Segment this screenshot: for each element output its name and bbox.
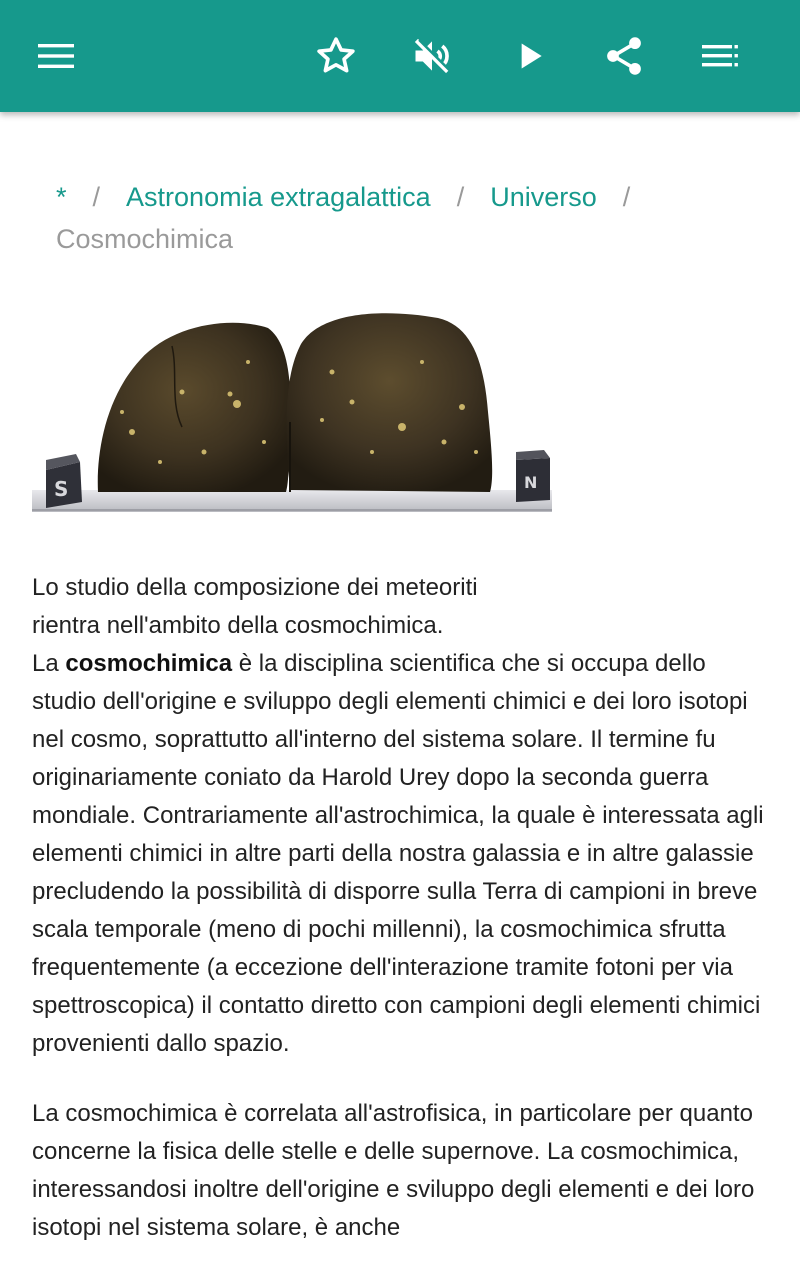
breadcrumb-separator: / [622,182,631,212]
breadcrumb-current: Cosmochimica [56,224,234,254]
meteorite-photo [32,302,552,552]
paragraph-text: La [32,650,66,677]
menu-button[interactable] [24,24,88,88]
mute-button[interactable] [400,24,464,88]
playlist-button[interactable] [688,24,752,88]
app-toolbar [0,0,800,112]
breadcrumb-separator: / [92,182,101,212]
cube-label-s: S [54,477,69,501]
breadcrumb-separator: / [456,182,465,212]
paragraph: La cosmochimica è correlata all'astrofisica, in particolare per quanto concerne la fisica delle stelle e delle supernove. La cosmochimica, interessandosi inoltre dell'origine e sviluppo degli elementi e dei loro isotopi nel sistema solare, è anche [32,1100,755,1241]
breadcrumb-link-universo[interactable]: Universo [490,182,597,212]
breadcrumb-home-link[interactable]: * [56,182,67,212]
bold-term: cosmochimica [65,650,233,677]
image-caption-line: Lo studio della composizione dei meteoriti [32,574,478,601]
image-caption-line: rientra nell'ambito della cosmochimica. [32,612,444,639]
star-outline-icon [314,34,358,78]
favorite-button[interactable] [304,24,368,88]
breadcrumb-link-astronomia[interactable]: Astronomia extragalattica [126,182,431,212]
breadcrumb [56,176,756,260]
play-icon [510,36,550,76]
cube-label-n: N [524,473,538,492]
paragraph-text: è la disciplina scientifica che si occupa dello studio dell'origine e sviluppo degli elementi chimici e dei loro isotopi nel cosmo, soprattutto all'interno del sistema solare. Il termine fu originariamente coniato da Harold Urey dopo la seconda guerra mondiale. Contrariamente all'astrochimica, la quale è interessata agli elementi chimici in altre parti della nostra galassia e in altre galassie precludendo la possibilità di disporre sulla Terra di campioni in breve scala temporale (meno di pochi millenni), la cosmochimica sfrutta frequentemente (a eccezione dell'interazione tramite fotoni per via spettroscopica) il contatto diretto con campioni degli elementi chimici provenienti dallo spazio. [32,650,764,1057]
share-button[interactable] [592,24,656,88]
article-content [0,112,800,1280]
playlist-icon [700,36,740,76]
play-button[interactable] [498,24,562,88]
menu-icon [36,36,76,76]
article-body [32,569,772,1279]
share-icon [602,34,646,78]
volume-off-icon [410,34,454,78]
